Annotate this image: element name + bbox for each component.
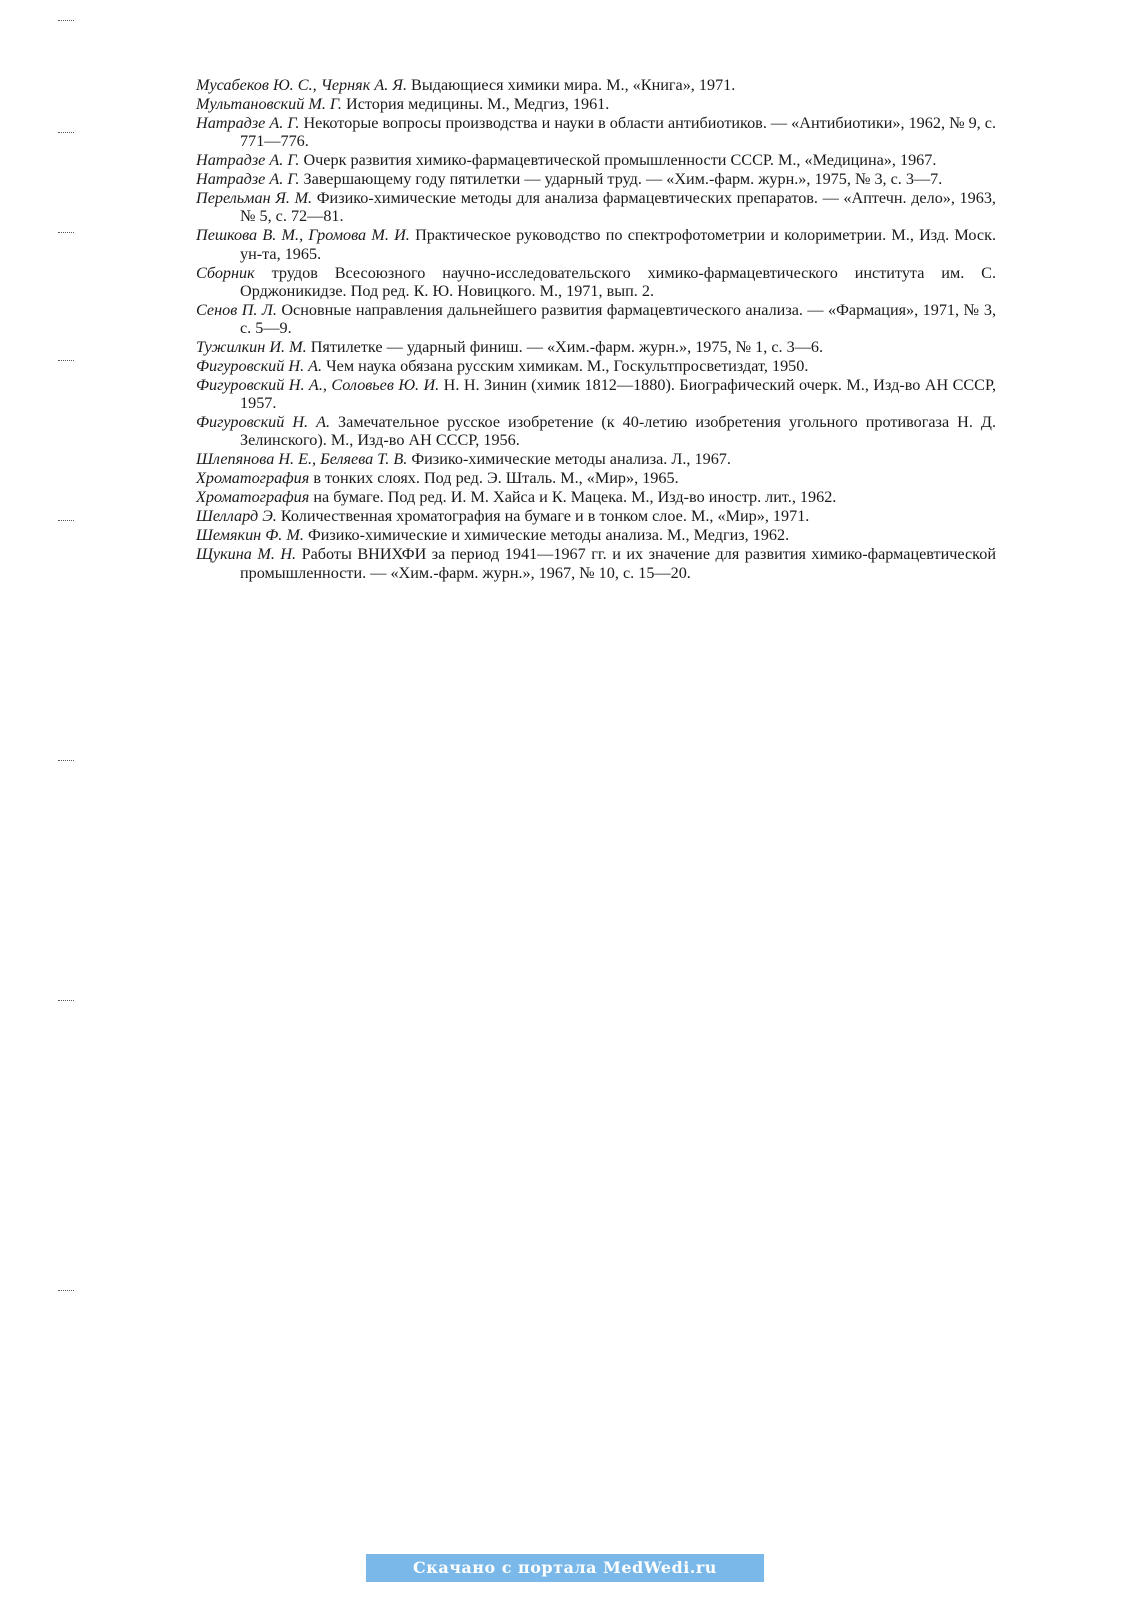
entry-author: Щукина М. Н. bbox=[196, 545, 297, 564]
bibliography-list bbox=[196, 76, 996, 583]
entry-text: Практическое руководство по спектрофотометрии и колориметрии. М., Изд. Моск. ун-та, 1965. bbox=[240, 226, 996, 263]
entry-text: Основные направления дальнейшего развития фармацевтического анализа. — «Фармация», 1971, № 3, с. 5—9. bbox=[240, 300, 996, 338]
entry-text: Физико-химические методы анализа. Л., 1967. bbox=[407, 450, 731, 469]
entry-author: Шеллард Э. bbox=[196, 507, 277, 526]
entry-text: История медицины. М., Медгиз, 1961. bbox=[341, 95, 610, 113]
scan-speckle bbox=[58, 520, 74, 525]
entry-text: Завершающему году пятилетки — ударный труд. — «Хим.-фарм. журн.», 1975, № 3, с. 3—7. bbox=[299, 170, 943, 189]
entry-author: Мультановский М. Г. bbox=[196, 95, 342, 113]
bibliography-entry bbox=[196, 76, 996, 94]
bibliography-entry bbox=[196, 264, 996, 300]
scan-speckle bbox=[58, 360, 74, 365]
entry-author: Пешкова В. М., Громова М. И. bbox=[196, 226, 410, 245]
bibliography-entry bbox=[196, 545, 996, 581]
entry-text: Физико-химические и химические методы анализа. М., Медгиз, 1962. bbox=[303, 526, 790, 545]
bibliography-entry bbox=[196, 450, 996, 468]
entry-author: Натрадзе А. Г. bbox=[196, 151, 300, 170]
entry-author: Сборник bbox=[196, 263, 255, 282]
scan-speckle bbox=[58, 132, 74, 137]
scan-speckle bbox=[58, 760, 74, 765]
entry-author: Фигуровский Н. А., Соловьев Ю. И. bbox=[196, 376, 440, 395]
entry-author: Фигуровский Н. А. bbox=[196, 413, 331, 432]
bibliography-entry bbox=[196, 95, 996, 113]
bibliography-entry bbox=[196, 151, 996, 169]
entry-text: трудов Всесоюзного научно-исследовательского химико-фармацевтического института им. С. Орджоникидзе. Под ред. К. Ю. Новицкого. М., 1971, вып. 2. bbox=[240, 263, 996, 300]
entry-text: Чем наука обязана русским химикам. М., Госкультпросветиздат, 1950. bbox=[322, 357, 809, 376]
entry-author: Натрадзе А. Г. bbox=[196, 170, 300, 189]
bibliography-entry bbox=[196, 170, 996, 188]
entry-text: Пятилетке — ударный финиш. — «Хим.-фарм. журн.», 1975, № 1, с. 3—6. bbox=[306, 338, 824, 357]
entry-author: Тужилкин И. М. bbox=[196, 338, 307, 357]
entry-author: Шемякин Ф. М. bbox=[196, 526, 304, 545]
entry-author: Фигуровский Н. А. bbox=[196, 357, 323, 376]
download-source-banner: Скачано с портала MedWedi.ru bbox=[366, 1554, 764, 1582]
entry-author: Хроматография bbox=[196, 488, 310, 507]
entry-author: Хроматография bbox=[196, 469, 310, 488]
entry-text: на бумаге. Под ред. И. М. Хайса и К. Мацека. М., Изд-во иностр. лит., 1962. bbox=[309, 488, 837, 507]
scan-speckle bbox=[58, 20, 74, 25]
entry-text: в тонких слоях. Под ред. Э. Шталь. М., «Мир», 1965. bbox=[309, 469, 679, 488]
entry-author: Шлепянова Н. Е., Беляева Т. В. bbox=[196, 450, 408, 469]
entry-author: Сенов П. Л. bbox=[196, 300, 277, 319]
entry-text: Работы ВНИХФИ за период 1941—1967 гг. и их значение для развития химико-фармацевтической промышленности. — «Хим.-фарм. журн.», 1967, № 10, с. 15—20. bbox=[240, 545, 996, 582]
entry-text: Некоторые вопросы производства и науки в области антибиотиков. — «Антибиотики», 1962, № 9, с. 771—776. bbox=[240, 114, 996, 151]
entry-text: Н. Н. Зинин (химик 1812—1880). Биографический очерк. М., Изд-во АН СССР, 1957. bbox=[240, 376, 996, 413]
entry-text: Очерк развития химико-фармацевтической промышленности СССР. М., «Медицина», 1967. bbox=[299, 151, 937, 170]
bibliography-entry bbox=[196, 338, 996, 356]
bibliography-entry bbox=[196, 469, 996, 487]
bibliography-entry bbox=[196, 226, 996, 262]
bibliography-entry bbox=[196, 507, 996, 525]
bibliography-entry bbox=[196, 526, 996, 544]
bibliography-entry bbox=[196, 114, 996, 150]
entry-text: Выдающиеся химики мира. М., «Книга», 1971. bbox=[407, 76, 736, 94]
bibliography-entry bbox=[196, 357, 996, 375]
bibliography-entry bbox=[196, 413, 996, 449]
scan-speckle bbox=[58, 232, 74, 237]
entry-text: Количественная хроматография на бумаге и в тонком слое. М., «Мир», 1971. bbox=[276, 507, 810, 526]
scan-speckle bbox=[58, 1290, 74, 1295]
entry-author: Мусабеков Ю. С., Черняк А. Я. bbox=[196, 76, 407, 94]
scan-speckle bbox=[58, 1000, 74, 1005]
entry-text: Замечательное русское изобретение (к 40-летию изобретения угольного противогаза Н. Д. Зелинского). М., Изд-во АН СССР, 1956. bbox=[240, 413, 996, 450]
bibliography-entry bbox=[196, 189, 996, 225]
entry-author: Натрадзе А. Г. bbox=[196, 114, 300, 132]
entry-text: Физико-химические методы для анализа фармацевтических препаратов. — «Аптечн. дело», 1963, № 5, с. 72—81. bbox=[240, 189, 996, 226]
bibliography-entry bbox=[196, 376, 996, 412]
bibliography-entry bbox=[196, 488, 996, 506]
bibliography-entry bbox=[196, 301, 996, 337]
entry-author: Перельман Я. М. bbox=[196, 189, 313, 208]
